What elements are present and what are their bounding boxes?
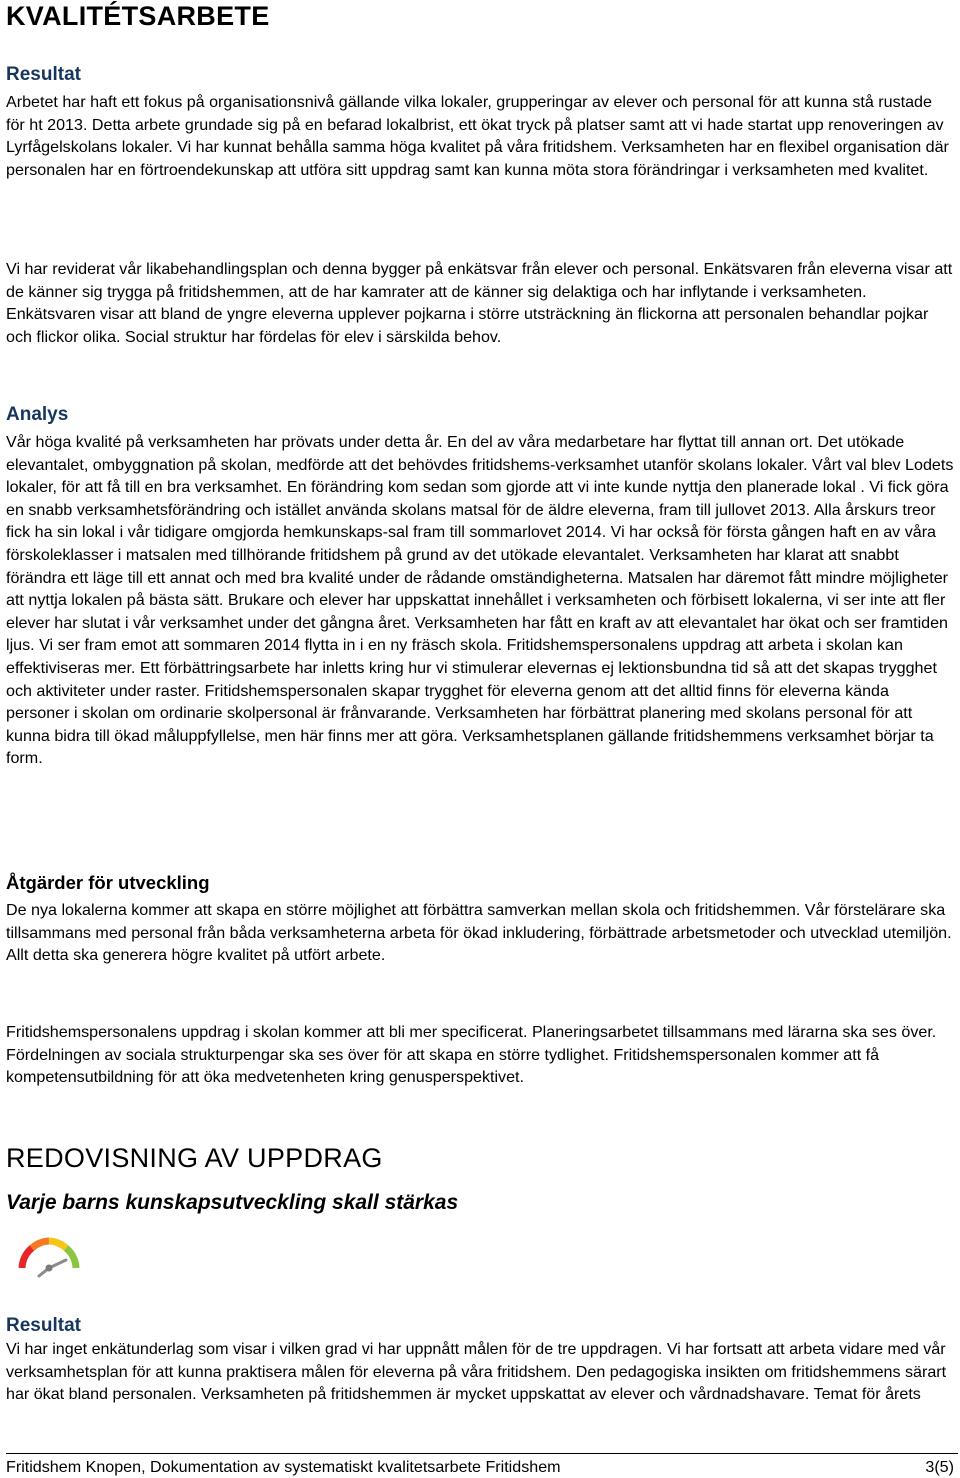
- analys-heading: Analys: [6, 404, 69, 425]
- atgarder-paragraph-1: De nya lokalerna kommer att skapa en större möjlighet att förbättra samverkan mellan skola och fritidshemmen. Vår förstelärare ska tillsammans med personal från båda verksamheterna arbeta för ökad inkludering, förbättrade arbetsmetoder och utvecklad utemiljön. Allt detta ska generera högre kvalitet på utfört arbete.: [6, 901, 952, 965]
- redovisning-resultat-heading: Resultat: [6, 1315, 81, 1336]
- gauge-icon: [14, 1236, 84, 1280]
- resultat-paragraph-2: Vi har reviderat vår likabehandlingsplan och denna bygger på enkätsvar från elever och personal. Enkätsvaren från eleverna visar att de känner sig trygga på fritidshemmen, att de har kamrater att de känner sig delaktiga och har inflytande i verksamheten. Enkätsvaren visar att bland de yngre eleverna upplever pojkarna i större utsträckning än flickorna att personalen behandlar pojkar och flickor olika. Social struktur har fördelas för elev i särskilda behov.: [6, 260, 953, 346]
- uppdrag-subtitle: Varje barns kunskapsutveckling skall stärkas: [6, 1191, 459, 1214]
- page-number: 3(5): [925, 1458, 954, 1476]
- page-title: KVALITÉTSARBETE: [6, 1, 270, 31]
- redovisning-title: REDOVISNING AV UPPDRAG: [6, 1143, 383, 1173]
- resultat-paragraph-1: Arbetet har haft ett fokus på organisationsnivå gällande vilka lokaler, grupperingar av elever och personal för att kunna stå rustade för ht 2013. Detta arbete grundade sig på en befarad lokalbrist, ett ökat tryck på platser samt att vi hade startat upp renoveringen av Lyrfågelskolans lokaler. Vi har kunnat behålla samma höga kvalitet på våra fritidshem. Verksamheten har en flexibel organisation där personalen har en förtroendekunskap att utföra sitt uppdrag samt kan kunna möta stora förändringar i verksamheten med kvalitet.: [6, 93, 949, 179]
- atgarder-paragraph-2: Fritidshemspersonalens uppdrag i skolan kommer att bli mer specificerat. Planeringsarbetet tillsammans med lärarna ska ses över. Fördelningen av sociala strukturpengar ska ses över för att skapa en större tydlighet. Fritidshemspersonalen kommer att få kompetensutbildning för att öka medvetenheten kring genusperspektivet.: [6, 1023, 937, 1087]
- redovisning-paragraph: Vi har inget enkätunderlag som visar i vilken grad vi har uppnått målen för de tre uppdragen. Vi har fortsatt att arbeta vidare med vår verksamhetsplan för att kunna praktisera målen för eleverna på våra fritidshem. Den pedagogiska insikten om fritidshemmens särart har ökat bland personalen. Verksamheten på fritidshemmen är mycket uppskattat av elever och vårdnadshavare. Temat för årets: [6, 1340, 947, 1404]
- footer-divider: [6, 1453, 958, 1454]
- resultat-heading: Resultat: [6, 64, 81, 85]
- atgarder-heading: Åtgärder för utveckling: [6, 872, 210, 893]
- footer-text: Fritidshem Knopen, Dokumentation av systematiskt kvalitetsarbete Fritidshem: [6, 1458, 561, 1476]
- analys-paragraph: Vår höga kvalité på verksamheten har prövats under detta år. En del av våra medarbetare har flyttat till annan ort. Det utökade elevantalet, ombyggnation på skolan, medförde att det behövdes fritidshems-verksamhet utanför skolans lokaler. Vårt val blev Lodets lokaler, för att få till en bra verksamhet. En förändring kom sedan som gjorde att vi inte kunde nyttja den planerade lokal . Vi fick göra en snabb verksamhetsförändring och istället använda skolans matsal för de äldre eleverna, fram till jullovet 2013. Alla årskurs treor fick ha sin lokal i vår tidigare omgjorda hemkunskaps-sal fram till sommarlovet 2014. Vi har också för första gången haft en av våra förskoleklasser i matsalen med tillhörande fritidshem på grund av det utökade elevantalet. Verksamheten har klarat att snabbt förändra ett läge till ett annat och med bra kvalité under de rådande omständigheterna. Matsalen har däremot fått mindre möjligheter att nyttja lokalen på bästa sätt. Brukare och elever har uppskattat innehållet i verksamheten och förbisett lokalerna, vi ser inte att fler elever har slutat i vår verksamhet under det gångna året. Verksamheten har fått en kraft av att elevantalet har ökat och ser framtiden ljus. Vi ser fram emot att sommaren 2014 flytta in i en ny fräsch skola. Fritidshemspersonalens uppdrag att arbeta i skolan kan effektiviseras mer. Ett förbättringsarbete har inletts kring hur vi stimulerar elevernas ej lektionsbundna tid så att det skapas trygghet och aktiviteter under raster. Fritidshemspersonalen skapar trygghet för eleverna genom att det alltid finns för eleverna kända personer i skolan om ordinarie skolpersonal är frånvarande. Verksamheten har förbättrat planering med skolans personal för att kunna bidra till ökad måluppfyllelse, men här finns mer att göra. Verksamhetsplanen gällande fritidshemmens verksamhet börjar ta form.: [6, 433, 954, 768]
